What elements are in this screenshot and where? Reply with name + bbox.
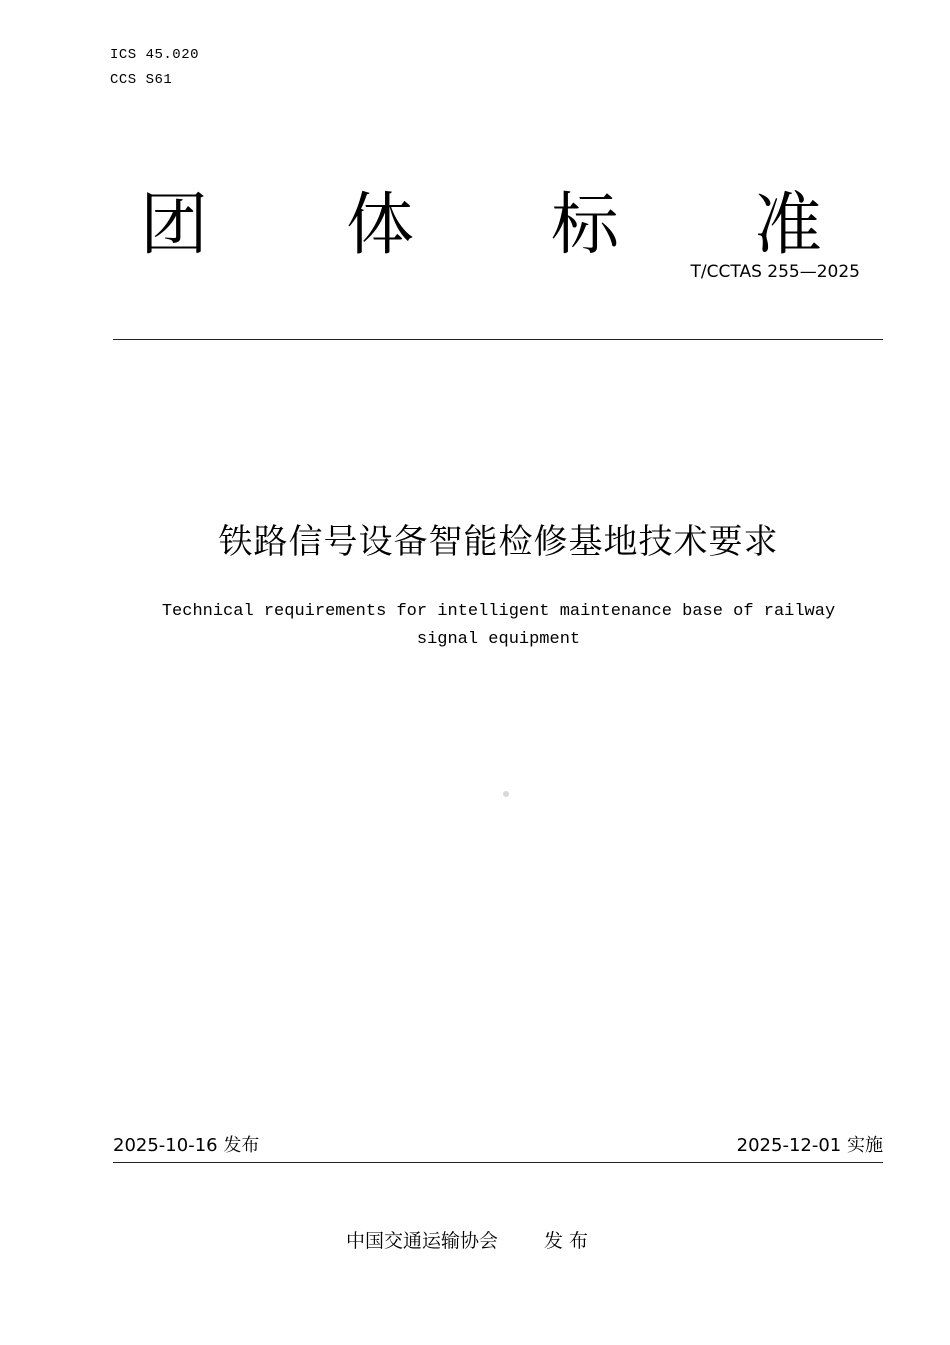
publisher-name: 中国交通运输协会 bbox=[346, 1230, 499, 1252]
issue-date: 2025-10-16 发布 bbox=[113, 1135, 260, 1156]
ics-code: ICS 45.020 bbox=[110, 47, 200, 63]
publisher-action: 发 布 bbox=[544, 1230, 589, 1252]
scan-speck bbox=[503, 791, 509, 797]
footer-divider bbox=[113, 1162, 883, 1163]
title-english-line-1: Technical requirements for intelligent maintenance base of railway bbox=[161, 602, 836, 621]
title-english-line-2: signal equipment bbox=[416, 630, 581, 649]
implementation-date: 2025-12-01 实施 bbox=[736, 1135, 883, 1156]
standard-type-char-1: 团 bbox=[140, 186, 209, 265]
standard-type-char-2: 体 bbox=[346, 186, 415, 265]
publisher-line bbox=[346, 1227, 588, 1255]
standard-type-char-4: 准 bbox=[754, 186, 823, 265]
header-divider bbox=[113, 339, 883, 340]
standard-type-char-3: 标 bbox=[551, 186, 620, 265]
standard-number: T/CCTAS 255—2025 bbox=[690, 262, 860, 282]
ccs-code: CCS S61 bbox=[110, 72, 173, 88]
title-chinese: 铁路信号设备智能检修基地技术要求 bbox=[218, 522, 779, 562]
